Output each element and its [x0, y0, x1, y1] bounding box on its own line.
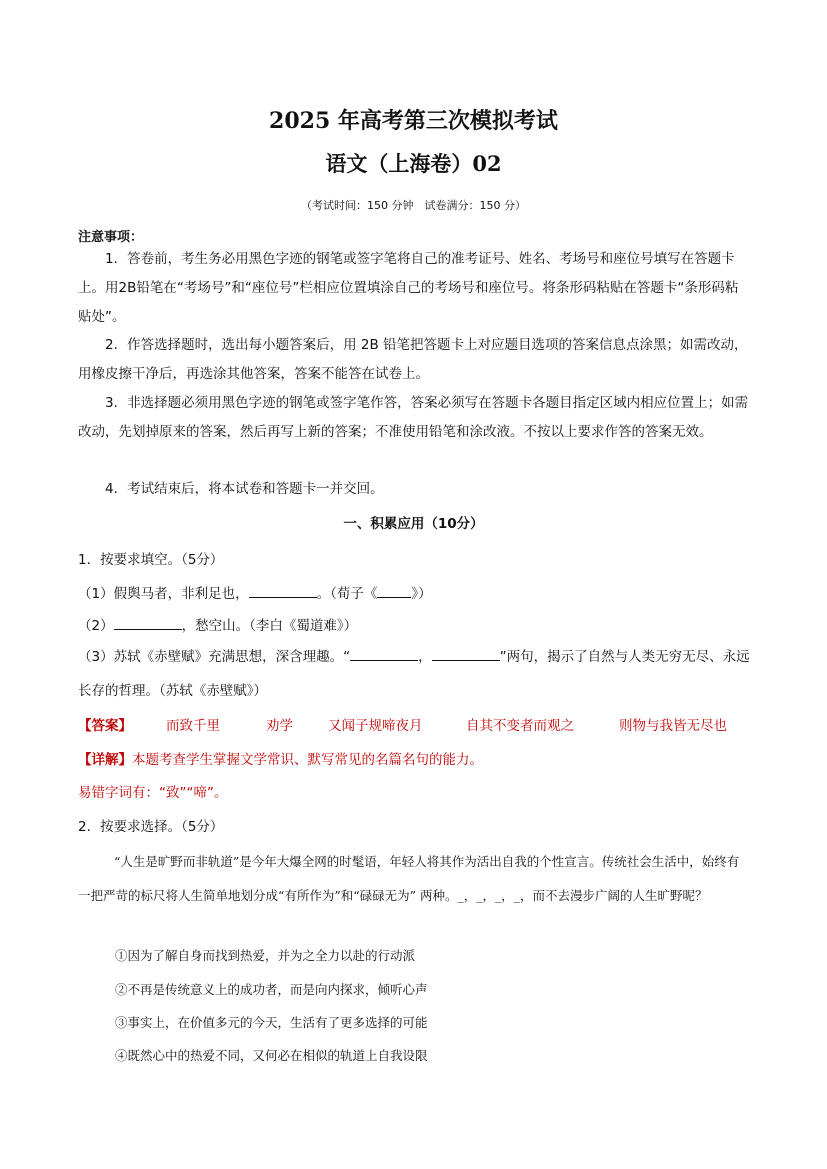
- q1-sub3-text-a: （3）苏轼《赤壁赋》充满思想，深含理趣。“: [78, 649, 351, 665]
- q1-sub2: [78, 614, 357, 634]
- answer-blank: [114, 615, 182, 630]
- q1-sub1-text-a: （1）假舆马者，非利足也，: [78, 586, 249, 602]
- notice-item-2: 2．作答选择题时，选出每小题答案后，用 2B 铅笔把答题卡上对应题目选项的答案信息点涂黑；如需改动，用橡皮擦干净后，再选涂其他答案，答案不能答在试卷上。: [78, 337, 748, 382]
- q2-option-3: ③事实上，在价值多元的今天，生活有了更多选择的可能: [115, 1015, 428, 1030]
- notice-item-4: 4．考试结束后，将本试卷和答题卡一并交回。: [105, 481, 384, 497]
- exam-info: （考试时间：150 分钟 试卷满分：150 分）: [301, 199, 526, 212]
- q1-detail: [78, 748, 483, 768]
- detail-label: 【详解】: [78, 752, 132, 768]
- q1-sub2-text-b: ，愁空山。（李白《蜀道难》）: [181, 618, 358, 634]
- answer-blank: [377, 583, 411, 598]
- answer-item: 又闻子规啼夜月: [328, 718, 423, 734]
- q2-stem: 2．按要求选择。（5分）: [78, 819, 224, 835]
- answer-blank: [432, 646, 500, 661]
- q1-error-note: 易错字词有：“致”“啼”。: [78, 785, 228, 801]
- q1-sub1-text-b: 。（荀子《: [316, 586, 378, 602]
- q2-option-2: ②不再是传统意义上的成功者，而是向内探求，倾听心声: [115, 982, 428, 997]
- q2-passage: “人生是旷野而非轨道”是今年大爆全网的时髦语，年轻人将其作为活出自我的个性宣言。传统社会生活中，始终有一把严苛的标尺将人生简单地划分成“有所作为”和“碌碌无为” 两种。_，_，_，_，而不去漫步广阔的人生旷野呢？: [78, 854, 740, 903]
- notice-heading: 注意事项：: [78, 230, 144, 245]
- answer-blank: [249, 583, 317, 598]
- answer-item: 自其不变者而观之: [466, 718, 574, 734]
- notice-item-1: 1．答卷前，考生务必用黑色字迹的钢笔或签字笔将自己的准考证号、姓名、考场号和座位号填写在答题卡上。用2B铅笔在“考场号”和“座位号”栏相应位置填涂自己的考场号和座位号。将条形码粘贴在答题卡“条形码粘贴处”。: [78, 251, 739, 325]
- q2-option-1: ①因为了解自身而找到热爱，并为之全力以赴的行动派: [115, 948, 416, 963]
- q1-stem: 1．按要求填空。（5分）: [78, 552, 224, 568]
- q1-sub2-text-a: （2）: [78, 618, 114, 634]
- q1-sub3-text-b: ，: [418, 649, 432, 665]
- detail-text: 本题考查学生掌握文学常识、默写常见的名篇名句的能力。: [132, 752, 483, 768]
- answer-item: 而致千里: [166, 718, 220, 734]
- answer-item: 劝学: [266, 718, 293, 734]
- q1-sub1: [78, 582, 432, 602]
- q2-option-4: ④既然心中的热爱不同，又何必在相似的轨道上自我设限: [115, 1048, 428, 1063]
- answer-label: 【答案】: [78, 718, 132, 734]
- answer-item: 则物与我皆无尽也: [619, 718, 727, 734]
- q1-answer-row: [78, 714, 727, 734]
- answer-blank: [350, 646, 418, 661]
- notice-item-3: 3．非选择题必须用黑色字迹的钢笔或签字笔作答，答案必须写在答题卡各题目指定区域内相应位置上；如需改动，先划掉原来的答案，然后再写上新的答案；不准使用铅笔和涂改液。不按以上要求作答的答案无效。: [78, 395, 749, 440]
- q1-sub1-text-c: 》）: [411, 586, 432, 602]
- q1-sub3: [78, 640, 752, 708]
- section-heading: 一、积累应用（10分）: [343, 516, 484, 532]
- exam-subtitle: 语文（上海卷）02: [325, 151, 502, 176]
- q1-sub3-text-c: ”两句，揭示了自然与人类无穷无尽、永远长存的哲理。（苏轼《赤壁赋》）: [78, 649, 750, 699]
- exam-title: 2025 年高考第三次模拟考试: [269, 108, 558, 134]
